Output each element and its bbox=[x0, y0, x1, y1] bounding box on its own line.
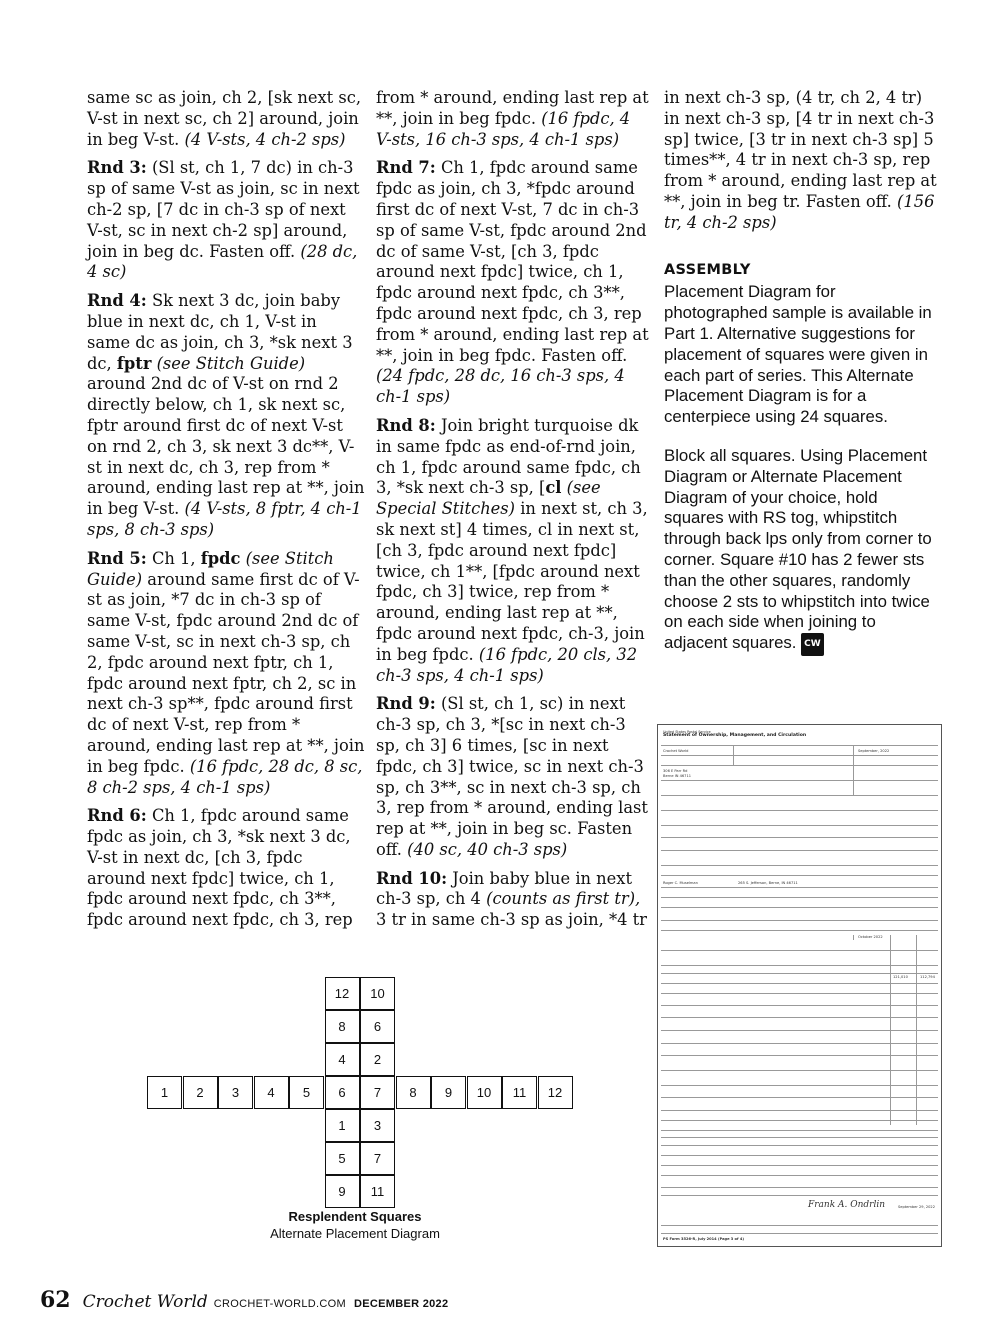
form-rule bbox=[661, 755, 938, 756]
paragraph-rnd4 bbox=[87, 291, 365, 541]
column-1 bbox=[87, 88, 365, 939]
form-agency: United States Postal Service bbox=[663, 730, 711, 734]
column-2 bbox=[376, 88, 651, 939]
form-publication: Crochet World bbox=[663, 749, 689, 753]
square-cell: 2 bbox=[183, 1076, 218, 1109]
square-cell: 10 bbox=[467, 1076, 502, 1109]
stitch-count: (24 fpdc, 28 dc, 16 ch-3 sps, 4 ch-1 sps) bbox=[376, 366, 625, 407]
paragraph-rnd6-end bbox=[376, 88, 651, 150]
form-rule bbox=[661, 875, 938, 876]
website: CROCHET-WORLD.COM bbox=[213, 1298, 346, 1310]
page-number: 62 bbox=[40, 1287, 71, 1313]
paragraph-rnd3 bbox=[87, 158, 365, 283]
square-cell: 5 bbox=[325, 1142, 360, 1175]
square-cell: 1 bbox=[325, 1109, 360, 1142]
form-rule bbox=[661, 983, 938, 984]
paragraph-rnd9 bbox=[376, 694, 651, 860]
signature-icon: Frank A. Ondrlin bbox=[808, 1200, 886, 1210]
text: Ch 1, bbox=[146, 548, 201, 568]
stitch-term: cl bbox=[545, 478, 562, 498]
form-rule bbox=[661, 1097, 938, 1098]
round-label: Rnd 5: bbox=[87, 548, 147, 568]
square-cell: 6 bbox=[360, 1010, 395, 1043]
form-rule bbox=[661, 1030, 938, 1031]
text: around 2nd dc of V-st on rnd 2 directly below, ch 1, sk next sc, fptr around first dc of next V-st on rnd 2, ch 3, sk next 3 dc**, V-st in next dc, ch 3, rep from * around, ending last rep at **, join in beg V-st. bbox=[87, 374, 365, 519]
text: same sc as join, ch 2, [sk next sc, V-st in next sc, ch 2] around, join in beg V-st. bbox=[87, 88, 361, 149]
form-rule bbox=[661, 887, 938, 888]
text: 3 tr in same ch-3 sp as join, *4 tr bbox=[376, 910, 647, 930]
diagram-caption-subtitle: Alternate Placement Diagram bbox=[270, 1226, 440, 1241]
square-cell: 12 bbox=[538, 1076, 573, 1109]
form-rule bbox=[661, 1225, 938, 1226]
round-label: Rnd 6: bbox=[87, 806, 147, 826]
stitch-count: (40 sc, 40 ch-3 sps) bbox=[407, 839, 568, 859]
assembly-paragraph-2 bbox=[664, 446, 939, 656]
form-address: 306 E Parr Rd bbox=[663, 769, 688, 773]
form-footer: PS Form 3526-R, July 2014 (Page 3 of 4) bbox=[663, 1237, 744, 1241]
stitch-count: (16 fpdc, 28 dc, 8 sc, 8 ch-2 sps, 4 ch-1 sps) bbox=[87, 756, 363, 797]
stitch-count: (4 V-sts, 8 fptr, 4 ch-1 sps, 8 ch-3 sps) bbox=[87, 499, 362, 539]
form-rule bbox=[661, 1137, 938, 1138]
stitch-term: fptr bbox=[116, 353, 152, 373]
form-rule bbox=[661, 973, 938, 974]
stitch-term: fpdc bbox=[200, 548, 241, 568]
paragraph-rnd5 bbox=[87, 549, 365, 799]
square-cell: 8 bbox=[325, 1010, 360, 1043]
form-title: Statement of Ownership, Management, and Circulation bbox=[663, 733, 807, 738]
form-rule bbox=[661, 1195, 938, 1196]
text: Ch 1, fpdc around same fpdc as join, ch 3, *fpdc around first dc of next V-st, 7 dc in ch-3 sp of same V-st, fpdc around 2nd dc of same V-st, [ch 3, fpdc around next fpdc] twice, ch 1, fpdc around next fpdc, ch 3**, fpdc around next fpdc, ch 3, rep from * around, ending last rep at **, join in beg fpdc. Fasten off. bbox=[376, 158, 649, 365]
form-rule bbox=[661, 1070, 938, 1071]
form-rule bbox=[916, 935, 917, 1125]
square-cell: 11 bbox=[502, 1076, 537, 1109]
form-rule bbox=[661, 1005, 938, 1006]
paragraph-rnd2-end bbox=[87, 88, 365, 150]
form-rule bbox=[661, 780, 938, 781]
form-rule bbox=[661, 865, 938, 866]
round-label: Rnd 4: bbox=[87, 291, 147, 311]
square-cell: 4 bbox=[254, 1076, 289, 1109]
text: Ch 1, fpdc around same fpdc as join, ch 3, *sk next 3 dc, V-st in next dc, [ch 3, fpdc around next fpdc] twice, ch 1, fpdc around next fpdc, ch 3**, fpdc around next fpdc, ch 3, rep bbox=[87, 806, 353, 930]
text: Join baby blue in next ch-3 sp, ch 4 bbox=[376, 868, 633, 909]
text: (Sl st, ch 1, 7 dc) in ch-3 sp of same V-st as join, sc in next ch-2 sp, [7 dc in ch-3 sp of next V-st, sc in next ch-2 sp] around, join in beg dc. Fasten off. bbox=[87, 158, 360, 261]
square-cell: 3 bbox=[218, 1076, 253, 1109]
text: around same first dc of V-st as join, *7 dc in ch-3 sp of same V-st, fpdc around 2nd dc of same V-st, sc in next ch-3 sp, ch 2, fpdc around next fptr, ch 1, fpdc around next fptr, ch 2, sc in next ch-3 sp**, fpdc around first dc of next V-st, rep from * around, ending last rep at **, join in beg fpdc. bbox=[87, 569, 365, 776]
form-rule bbox=[661, 1120, 938, 1121]
form-total-copies-single: 112,794 bbox=[920, 975, 935, 979]
page-footer bbox=[40, 1287, 448, 1313]
square-cell: 11 bbox=[360, 1175, 395, 1208]
square-cell: 12 bbox=[325, 977, 360, 1010]
text: in next ch-3 sp, (4 tr, ch 2, 4 tr) in next ch-3 sp, [4 tr in next ch-3 sp] twice, [3 tr in next ch-3 sp] 5 times**, 4 tr in next ch-3 sp, rep from * around, ending last rep at **, join in beg tr. Fasten off. bbox=[664, 88, 937, 211]
form-rule bbox=[661, 1145, 938, 1146]
form-rule bbox=[890, 935, 891, 1125]
issue-date: DECEMBER 2022 bbox=[353, 1298, 449, 1310]
text: (Sl st, ch 1, sc) in next ch-3 sp, ch 3, *[sc in next ch-3 sp, ch 3] 6 times, [sc in next fpdc, ch 3] twice, sc in next ch-3 sp, ch 3**, sc in next ch-3 sp, ch 3, rep from * around, ending last rep at **, join in beg sc. Fasten off. bbox=[376, 694, 648, 859]
text: Block all squares. Using Placement Diagram or Alternate Placement Diagram of your choice, hold squares with RS tog, whipstitch through back lps only from corner to corner. Square #10 has 2 fewer sts than the other squares, randomly choose 2 sts to whipstitch into twice on each side when joining to adjacent squares. bbox=[664, 445, 932, 653]
form-owner-address: 265 S. Jefferson, Berne, IN 46711 bbox=[738, 881, 798, 885]
form-rule bbox=[853, 745, 854, 795]
stitch-count: (28 dc, 4 sc) bbox=[87, 241, 358, 282]
column-3 bbox=[664, 88, 939, 664]
form-issue-date: October 2022 bbox=[858, 935, 883, 939]
form-rule bbox=[661, 1175, 938, 1176]
square-cell: 2 bbox=[360, 1043, 395, 1076]
reference: (see Stitch Guide) bbox=[151, 353, 306, 373]
text: Sk next 3 dc, join baby blue in next dc, ch 1, V-st in same dc as join, ch 3, *sk next 3 dc, bbox=[87, 291, 353, 373]
form-rule bbox=[661, 930, 938, 931]
paragraph-rnd10 bbox=[376, 869, 651, 931]
stitch-count: (4 V-sts, 4 ch-2 sps) bbox=[184, 129, 346, 149]
form-rule bbox=[661, 1043, 938, 1044]
form-rule bbox=[661, 745, 938, 746]
square-cell: 5 bbox=[289, 1076, 324, 1109]
form-rule bbox=[661, 1187, 938, 1188]
form-rule bbox=[661, 1055, 938, 1056]
round-label: Rnd 7: bbox=[376, 158, 436, 178]
form-rule bbox=[661, 907, 938, 908]
form-rule bbox=[661, 1085, 938, 1086]
magazine-name: Crochet World bbox=[82, 1292, 208, 1312]
assembly-paragraph-1: Placement Diagram for photographed sample is available in Part 1. Alternative suggestions for placement of squares were given in each part of series. This Alternate Placement Diagram is for a centerpiece using 24 squares. bbox=[664, 282, 932, 427]
square-cell: 7 bbox=[360, 1142, 395, 1175]
reference: (see Stitch Guide) bbox=[87, 548, 334, 589]
stitch-count: (16 fpdc, 4 V-sts, 16 ch-3 sps, 4 ch-1 sps) bbox=[376, 108, 631, 149]
paragraph-rnd8 bbox=[376, 416, 651, 686]
square-cell: 7 bbox=[360, 1076, 395, 1109]
square-cell: 3 bbox=[360, 1109, 395, 1142]
square-cell: 1 bbox=[147, 1076, 182, 1109]
form-filing-date: September, 2022 bbox=[858, 749, 890, 753]
form-total-copies: 121,010 bbox=[893, 975, 908, 979]
form-rule bbox=[661, 965, 938, 966]
statement-of-ownership-form bbox=[657, 724, 942, 1247]
square-cell: 6 bbox=[325, 1076, 360, 1109]
form-rule bbox=[661, 850, 938, 851]
paragraph-rnd10-end bbox=[664, 88, 939, 234]
text: from * around, ending last rep at **, join in beg fpdc. bbox=[376, 88, 649, 128]
assembly-heading: ASSEMBLY bbox=[664, 261, 751, 278]
form-rule bbox=[661, 1233, 938, 1234]
form-rule bbox=[661, 1155, 938, 1156]
form-rule bbox=[661, 1110, 938, 1111]
form-rule bbox=[661, 810, 938, 811]
text: Join bright turquoise dk in same fpdc as end-of-rnd join, ch 1, fpdc around same fpdc, ch 3, *sk next ch-3 sp, [ bbox=[376, 415, 641, 498]
square-cell: 10 bbox=[360, 977, 395, 1010]
form-sign-date: September 29, 2022 bbox=[898, 1205, 936, 1209]
round-label: Rnd 10: bbox=[376, 868, 448, 888]
square-cell: 4 bbox=[325, 1043, 360, 1076]
form-rule bbox=[733, 745, 734, 765]
square-cell: 9 bbox=[431, 1076, 466, 1109]
form-rule bbox=[661, 993, 938, 994]
diagram-caption-title: Resplendent Squares bbox=[288, 1209, 422, 1224]
text: in next st, ch 3, sk next st] 4 times, cl in next st, [ch 3, fpdc around next fpdc] twice, ch 1**, [fpdc around next fpdc, ch 3] twice, rep from * around, ending last rep at **, fpdc around next fpdc, ch-3, join in beg fpdc. bbox=[376, 499, 648, 664]
form-rule bbox=[661, 1130, 938, 1131]
square-cell: 9 bbox=[325, 1175, 360, 1208]
form-rule bbox=[661, 825, 938, 826]
square-cell: 8 bbox=[396, 1076, 431, 1109]
form-rule bbox=[661, 920, 938, 921]
form-rule bbox=[661, 795, 938, 796]
form-rule bbox=[661, 897, 938, 898]
reference: (counts as first tr), bbox=[486, 889, 641, 909]
paragraph-rnd6 bbox=[87, 806, 365, 931]
form-rule bbox=[661, 1165, 938, 1166]
form-rule bbox=[661, 950, 938, 951]
round-label: Rnd 8: bbox=[376, 415, 436, 435]
form-rule bbox=[661, 837, 938, 838]
form-city: Berne IN 46711 bbox=[663, 774, 692, 778]
form-owner-name: Roger C. Muselman bbox=[663, 881, 698, 885]
end-mark-icon: CW bbox=[801, 633, 824, 656]
form-rule bbox=[661, 1017, 938, 1018]
reference: (see Special Stitches) bbox=[376, 478, 601, 519]
round-label: Rnd 9: bbox=[376, 694, 436, 714]
round-label: Rnd 3: bbox=[87, 158, 147, 178]
stitch-count: (16 fpdc, 20 cls, 32 ch-3 sps, 4 ch-1 sps) bbox=[376, 644, 638, 685]
stitch-count: (156 tr, 4 ch-2 sps) bbox=[664, 191, 935, 232]
paragraph-rnd7 bbox=[376, 158, 651, 408]
form-rule bbox=[853, 935, 854, 940]
form-rule bbox=[661, 765, 938, 766]
